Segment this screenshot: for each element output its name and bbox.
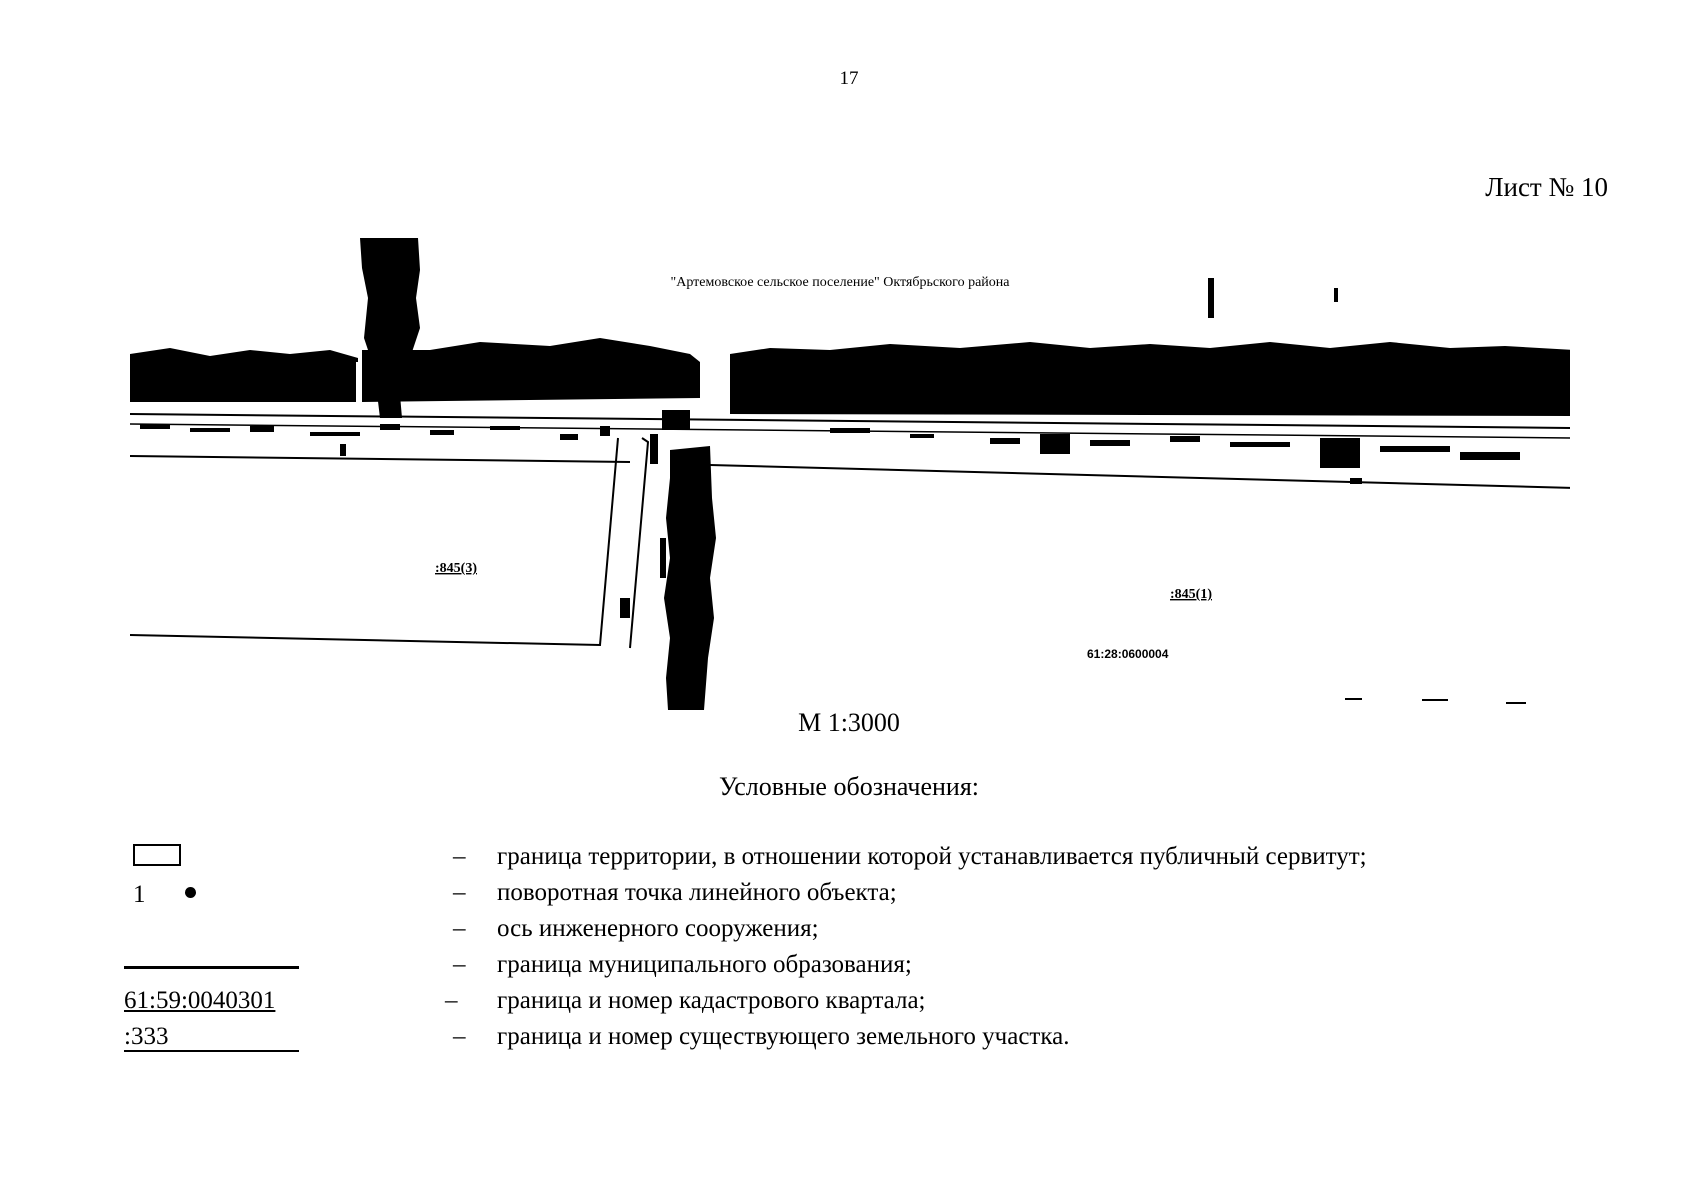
legend-text: граница и номер существующего земельного участка.	[497, 1023, 1070, 1050]
legend-item-turning-point	[0, 876, 1698, 910]
legend-text: граница и номер кадастрового квартала;	[497, 987, 926, 1014]
legend-dash: –	[453, 843, 466, 870]
legend-dash: –	[453, 1023, 466, 1050]
legend-dash: –	[445, 987, 458, 1014]
legend-item-municipal-boundary	[0, 948, 1698, 982]
legend-text: ось инженерного сооружения;	[497, 915, 819, 942]
point-symbol	[185, 887, 196, 898]
legend-item-land-plot	[0, 1020, 1698, 1054]
cadastral-map	[130, 238, 1570, 710]
quarter-label: 61:28:0600004	[1087, 647, 1169, 661]
legend-item-engineering-axis	[0, 912, 1698, 946]
parcel-label-845-1: :845(1)	[1170, 587, 1212, 602]
page-number: 17	[839, 68, 859, 89]
legend-dash: –	[453, 915, 466, 942]
land-plot-symbol: :333	[124, 1023, 169, 1050]
solid-line-symbol	[124, 966, 299, 969]
legend-item-cadastral-quarter	[0, 984, 1698, 1018]
map-sheet	[130, 238, 1570, 710]
point-number: 1	[133, 881, 146, 908]
scale-ticks	[1345, 699, 1526, 703]
legend-text: граница территории, в отношении которой устанавливается публичный сервитут;	[497, 843, 1367, 870]
legend-text: граница муниципального образования;	[497, 951, 912, 978]
legend-item-servitude-boundary	[0, 840, 1698, 874]
parcel-boundaries	[130, 438, 648, 648]
legend	[0, 840, 1698, 1060]
legend-dash: –	[453, 879, 466, 906]
map-scale: М 1:3000	[798, 708, 900, 737]
rectangle-symbol	[133, 844, 181, 866]
land-plot-underline	[124, 1050, 299, 1052]
sheet-number: Лист № 10	[1485, 172, 1608, 202]
legend-text: поворотная точка линейного объекта;	[497, 879, 897, 906]
parcel-label-845-3: :845(3)	[435, 561, 477, 576]
legend-title: Условные обозначения:	[718, 772, 980, 801]
speckle-detail	[140, 424, 1520, 618]
cadastral-quarter-symbol: 61:59:0040301	[124, 987, 276, 1014]
legend-dash: –	[453, 951, 466, 978]
settlement-label: "Артемовское сельское поселение" Октябрьского района	[670, 275, 1010, 290]
